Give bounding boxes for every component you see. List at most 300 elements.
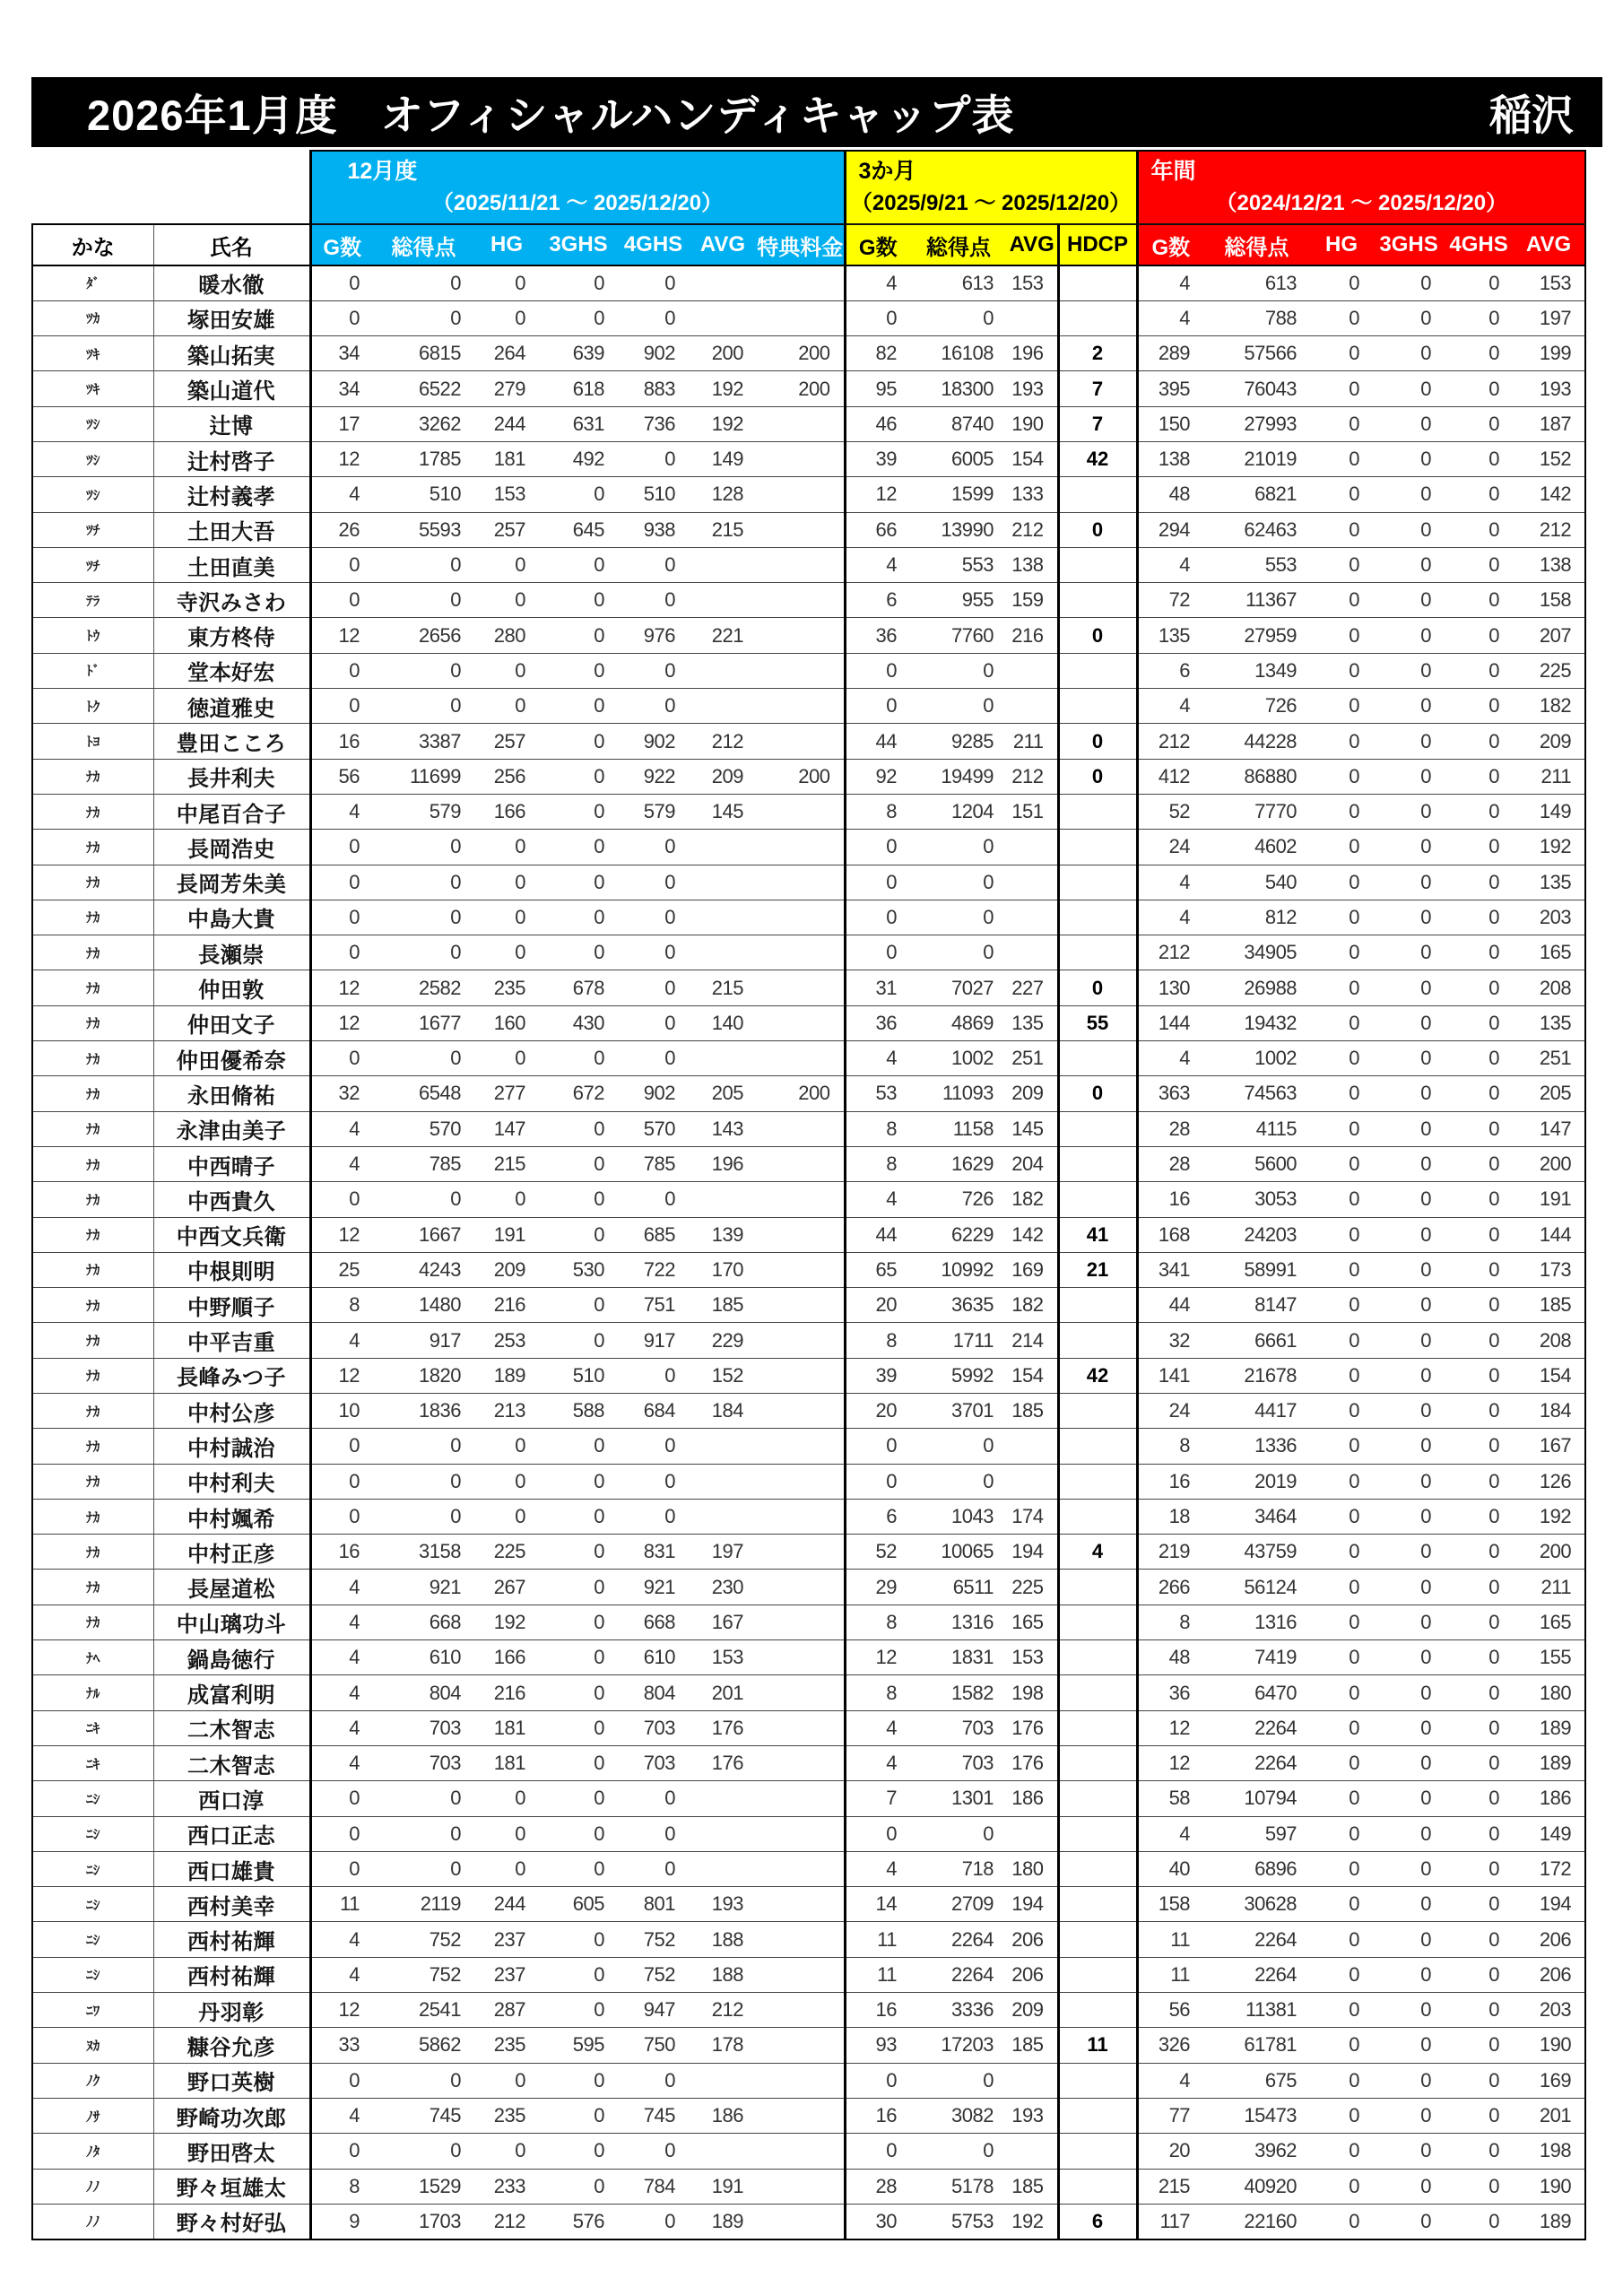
cell-dec-3ghs: 0	[539, 689, 618, 724]
cell-year-avg: 205	[1513, 1076, 1585, 1111]
cell-year-games: 40	[1137, 1851, 1203, 1886]
cell-year-hg: 0	[1310, 1851, 1373, 1886]
cell-year-4ghs: 0	[1445, 583, 1513, 618]
cell-dec-avg: 212	[689, 1993, 757, 2028]
cell-hdcp	[1058, 2169, 1137, 2204]
cell-dec-3ghs: 0	[539, 653, 618, 688]
table-row	[32, 1816, 1585, 1851]
cell-year-avg: 149	[1513, 1816, 1585, 1851]
cell-3mo-total: 1043	[910, 1499, 1007, 1534]
cell-year-3ghs: 0	[1373, 1288, 1445, 1323]
cell-dec-avg: 143	[689, 1111, 757, 1146]
cell-dec-fee: 200	[757, 759, 845, 794]
cell-hdcp: 42	[1058, 1358, 1137, 1393]
cell-dec-fee	[757, 970, 845, 1005]
cell-dec-avg: 209	[689, 759, 757, 794]
cell-dec-fee	[757, 1041, 845, 1076]
cell-3mo-total: 6229	[910, 1217, 1007, 1252]
cell-hdcp: 7	[1058, 406, 1137, 441]
cell-3mo-total: 1158	[910, 1111, 1007, 1146]
cell-year-4ghs: 0	[1445, 406, 1513, 441]
cell-year-3ghs: 0	[1373, 2169, 1445, 2204]
cell-3mo-games: 39	[845, 1358, 910, 1393]
cell-3mo-games: 30	[845, 2204, 910, 2239]
cell-dec-total: 6548	[373, 1076, 474, 1111]
cell-3mo-avg: 165	[1007, 1605, 1058, 1639]
cell-year-total: 86880	[1203, 759, 1310, 794]
cell-year-4ghs: 0	[1445, 1605, 1513, 1639]
cell-kana: ﾂｷ	[32, 336, 153, 371]
table-row	[32, 1957, 1585, 1992]
cell-3mo-total: 6005	[910, 441, 1007, 476]
cell-3mo-avg: 153	[1007, 265, 1058, 300]
cell-dec-3ghs: 0	[539, 300, 618, 335]
cell-year-4ghs: 0	[1445, 1922, 1513, 1957]
cell-3mo-avg: 182	[1007, 1182, 1058, 1217]
cell-dec-fee	[757, 1605, 845, 1639]
cell-name: 二木智志	[153, 1745, 310, 1780]
cell-hdcp: 7	[1058, 371, 1137, 406]
cell-dec-hg: 216	[474, 1675, 539, 1710]
cell-year-avg: 251	[1513, 1041, 1585, 1076]
cell-dec-3ghs: 510	[539, 1358, 618, 1393]
cell-3mo-avg	[1007, 653, 1058, 688]
cell-dec-games: 0	[310, 830, 373, 865]
cell-3mo-total: 7760	[910, 618, 1007, 653]
cell-hdcp	[1058, 689, 1137, 724]
cell-dec-total: 0	[373, 689, 474, 724]
cell-dec-fee	[757, 2063, 845, 2098]
cell-hdcp	[1058, 1993, 1137, 2028]
cell-dec-3ghs: 0	[539, 1745, 618, 1780]
cell-3mo-avg: 196	[1007, 336, 1058, 371]
cell-3mo-total: 0	[910, 865, 1007, 900]
cell-dec-hg: 244	[474, 1887, 539, 1922]
cell-dec-fee	[757, 1429, 845, 1464]
cell-year-3ghs: 0	[1373, 2098, 1445, 2133]
table-row	[32, 441, 1585, 476]
cell-3mo-games: 0	[845, 2134, 910, 2169]
cell-year-4ghs: 0	[1445, 1710, 1513, 1745]
cell-3mo-total: 0	[910, 1816, 1007, 1851]
cell-dec-fee	[757, 1464, 845, 1499]
cell-dec-3ghs: 0	[539, 794, 618, 829]
cell-dec-3ghs: 0	[539, 1993, 618, 2028]
cell-kana: ﾆｷ	[32, 1745, 153, 1780]
cell-year-games: 412	[1137, 759, 1203, 794]
cell-year-total: 74563	[1203, 1076, 1310, 1111]
cell-dec-3ghs: 0	[539, 1323, 618, 1358]
cell-year-4ghs: 0	[1445, 618, 1513, 653]
cell-3mo-games: 8	[845, 1605, 910, 1639]
cell-dec-3ghs: 0	[539, 1288, 618, 1323]
cell-kana: ﾅｶ	[32, 1605, 153, 1639]
cell-kana: ﾆｷ	[32, 1710, 153, 1745]
cell-3mo-games: 8	[845, 1675, 910, 1710]
cell-year-avg: 165	[1513, 1605, 1585, 1639]
cell-3mo-games: 0	[845, 1816, 910, 1851]
cell-3mo-total: 0	[910, 300, 1007, 335]
cell-name: 野々垣雄太	[153, 2169, 310, 2204]
cell-dec-hg: 279	[474, 371, 539, 406]
cell-dec-3ghs: 0	[539, 583, 618, 618]
cell-3mo-avg: 176	[1007, 1745, 1058, 1780]
cell-year-games: 28	[1137, 1111, 1203, 1146]
cell-year-total: 4417	[1203, 1394, 1310, 1429]
cell-dec-4ghs: 0	[618, 1182, 689, 1217]
cell-year-avg: 138	[1513, 547, 1585, 582]
cell-dec-games: 4	[310, 1675, 373, 1710]
cell-name: 長瀬崇	[153, 935, 310, 970]
cell-dec-3ghs: 0	[539, 1464, 618, 1499]
cell-year-3ghs: 0	[1373, 406, 1445, 441]
table-row	[32, 1781, 1585, 1816]
cell-hdcp	[1058, 1781, 1137, 1816]
cell-dec-4ghs: 579	[618, 794, 689, 829]
cell-dec-avg	[689, 900, 757, 935]
table-row	[32, 724, 1585, 759]
cell-3mo-games: 0	[845, 300, 910, 335]
cell-dec-total: 917	[373, 1323, 474, 1358]
cell-year-total: 3464	[1203, 1499, 1310, 1534]
cell-year-3ghs: 0	[1373, 1710, 1445, 1745]
cell-name: 徳道雅史	[153, 689, 310, 724]
cell-3mo-games: 8	[845, 1323, 910, 1358]
cell-dec-total: 2656	[373, 618, 474, 653]
cell-hdcp	[1058, 1887, 1137, 1922]
cell-hdcp: 2	[1058, 336, 1137, 371]
cell-dec-fee	[757, 1710, 845, 1745]
cell-dec-games: 4	[310, 1922, 373, 1957]
cell-dec-avg: 215	[689, 970, 757, 1005]
cell-3mo-total: 10992	[910, 1252, 1007, 1287]
cell-year-hg: 0	[1310, 583, 1373, 618]
cell-3mo-games: 6	[845, 583, 910, 618]
cell-dec-3ghs: 0	[539, 830, 618, 865]
cell-year-4ghs: 0	[1445, 1394, 1513, 1429]
cell-3mo-games: 11	[845, 1957, 910, 1992]
cell-year-total: 3962	[1203, 2134, 1310, 2169]
cell-3mo-games: 8	[845, 1111, 910, 1146]
cell-3mo-avg: 225	[1007, 1570, 1058, 1605]
cell-3mo-avg: 153	[1007, 1640, 1058, 1675]
dec-fee-header: 特典料金	[757, 224, 845, 265]
cell-year-avg: 187	[1513, 406, 1585, 441]
cell-year-total: 21019	[1203, 441, 1310, 476]
cell-dec-fee	[757, 265, 845, 300]
cell-year-games: 4	[1137, 2063, 1203, 2098]
cell-name: 豊田こころ	[153, 724, 310, 759]
cell-dec-3ghs: 576	[539, 2204, 618, 2239]
cell-dec-avg	[689, 935, 757, 970]
cell-year-avg: 153	[1513, 265, 1585, 300]
cell-dec-hg: 235	[474, 2098, 539, 2133]
cell-dec-games: 8	[310, 2169, 373, 2204]
cell-3mo-games: 29	[845, 1570, 910, 1605]
cell-kana: ﾅｶ	[32, 1535, 153, 1570]
cell-dec-avg: 140	[689, 1005, 757, 1040]
dec-4ghs-header: 4GHS	[618, 224, 689, 265]
cell-3mo-avg: 204	[1007, 1146, 1058, 1181]
cell-dec-hg: 287	[474, 1993, 539, 2028]
cell-year-3ghs: 0	[1373, 1041, 1445, 1076]
cell-dec-games: 4	[310, 1111, 373, 1146]
table-row	[32, 1288, 1585, 1323]
cell-year-avg: 152	[1513, 441, 1585, 476]
cell-year-avg: 211	[1513, 1570, 1585, 1605]
cell-name: 長屋道松	[153, 1570, 310, 1605]
cell-dec-total: 2541	[373, 1993, 474, 2028]
cell-year-4ghs: 0	[1445, 1957, 1513, 1992]
cell-name: 永津由美子	[153, 1111, 310, 1146]
cell-dec-4ghs: 0	[618, 935, 689, 970]
cell-dec-games: 9	[310, 2204, 373, 2239]
cell-name: 暖水徹	[153, 265, 310, 300]
cell-3mo-games: 36	[845, 1005, 910, 1040]
cell-dec-4ghs: 0	[618, 265, 689, 300]
cell-3mo-games: 4	[845, 265, 910, 300]
cell-year-hg: 0	[1310, 1887, 1373, 1922]
cell-dec-total: 0	[373, 2063, 474, 2098]
cell-dec-avg: 185	[689, 1288, 757, 1323]
cell-dec-avg	[689, 1816, 757, 1851]
dec-total-header: 総得点	[373, 224, 474, 265]
cell-year-hg: 0	[1310, 1394, 1373, 1429]
cell-dec-fee	[757, 653, 845, 688]
cell-kana: ﾂｷ	[32, 371, 153, 406]
cell-hdcp	[1058, 1041, 1137, 1076]
cell-dec-avg	[689, 1781, 757, 1816]
table-body	[32, 265, 1585, 2239]
cell-dec-games: 12	[310, 441, 373, 476]
table-row	[32, 2169, 1585, 2204]
cell-dec-fee	[757, 689, 845, 724]
cell-year-total: 57566	[1203, 336, 1310, 371]
cell-year-avg: 189	[1513, 1745, 1585, 1780]
cell-3mo-total: 726	[910, 1182, 1007, 1217]
group-december-inner	[312, 152, 844, 223]
cell-hdcp: 0	[1058, 724, 1137, 759]
cell-dec-hg: 191	[474, 1217, 539, 1252]
cell-year-hg: 0	[1310, 1429, 1373, 1464]
cell-dec-fee	[757, 477, 845, 512]
cell-dec-4ghs: 947	[618, 1993, 689, 2028]
cell-3mo-games: 12	[845, 1640, 910, 1675]
cell-kana: ﾆｼ	[32, 1851, 153, 1886]
cell-3mo-avg: 206	[1007, 1922, 1058, 1957]
cell-3mo-total: 1711	[910, 1323, 1007, 1358]
cell-year-4ghs: 0	[1445, 1993, 1513, 2028]
cell-year-3ghs: 0	[1373, 1535, 1445, 1570]
3mo-games-header: G数	[845, 224, 910, 265]
cell-dec-games: 4	[310, 794, 373, 829]
cell-3mo-avg	[1007, 1816, 1058, 1851]
cell-name: 西口雄貴	[153, 1851, 310, 1886]
cell-year-avg: 184	[1513, 1394, 1585, 1429]
cell-year-4ghs: 0	[1445, 1887, 1513, 1922]
cell-3mo-avg: 185	[1007, 2028, 1058, 2063]
cell-year-hg: 0	[1310, 1111, 1373, 1146]
cell-dec-4ghs: 0	[618, 441, 689, 476]
cell-dec-fee	[757, 724, 845, 759]
cell-name: 丹羽彰	[153, 1993, 310, 2028]
cell-year-total: 2264	[1203, 1922, 1310, 1957]
cell-dec-avg: 167	[689, 1605, 757, 1639]
cell-dec-4ghs: 0	[618, 865, 689, 900]
cell-year-3ghs: 0	[1373, 1111, 1445, 1146]
kana-column-header: かな	[32, 224, 153, 265]
cell-dec-4ghs: 0	[618, 1358, 689, 1393]
cell-3mo-avg: 186	[1007, 1781, 1058, 1816]
cell-kana: ﾅｶ	[32, 1323, 153, 1358]
cell-year-3ghs: 0	[1373, 441, 1445, 476]
cell-year-games: 58	[1137, 1781, 1203, 1816]
cell-dec-fee	[757, 794, 845, 829]
cell-dec-avg: 229	[689, 1323, 757, 1358]
cell-dec-games: 0	[310, 1041, 373, 1076]
cell-dec-4ghs: 0	[618, 2204, 689, 2239]
cell-3mo-avg: 135	[1007, 1005, 1058, 1040]
cell-dec-games: 0	[310, 265, 373, 300]
year-games-header: G数	[1137, 224, 1203, 265]
cell-year-3ghs: 0	[1373, 794, 1445, 829]
cell-dec-avg: 184	[689, 1394, 757, 1429]
cell-dec-avg	[689, 1429, 757, 1464]
cell-dec-games: 4	[310, 1640, 373, 1675]
cell-year-3ghs: 0	[1373, 900, 1445, 935]
cell-hdcp	[1058, 1394, 1137, 1429]
cell-dec-total: 745	[373, 2098, 474, 2133]
cell-dec-fee	[757, 865, 845, 900]
cell-3mo-games: 28	[845, 2169, 910, 2204]
cell-hdcp	[1058, 477, 1137, 512]
table-row	[32, 759, 1585, 794]
cell-year-games: 8	[1137, 1429, 1203, 1464]
cell-3mo-avg: 194	[1007, 1535, 1058, 1570]
cell-hdcp	[1058, 265, 1137, 300]
cell-year-hg: 0	[1310, 547, 1373, 582]
cell-year-total: 4115	[1203, 1111, 1310, 1146]
cell-dec-4ghs: 0	[618, 900, 689, 935]
cell-dec-hg: 237	[474, 1957, 539, 1992]
cell-year-4ghs: 0	[1445, 1076, 1513, 1111]
cell-name: 築山道代	[153, 371, 310, 406]
cell-year-4ghs: 0	[1445, 2028, 1513, 2063]
cell-year-4ghs: 0	[1445, 935, 1513, 970]
table-row	[32, 300, 1585, 335]
cell-dec-3ghs: 530	[539, 1252, 618, 1287]
cell-year-games: 52	[1137, 794, 1203, 829]
cell-dec-games: 4	[310, 2098, 373, 2133]
cell-dec-4ghs: 0	[618, 2134, 689, 2169]
cell-dec-total: 0	[373, 1464, 474, 1499]
cell-dec-4ghs: 736	[618, 406, 689, 441]
cell-3mo-games: 44	[845, 1217, 910, 1252]
cell-dec-4ghs: 976	[618, 618, 689, 653]
cell-year-total: 1316	[1203, 1605, 1310, 1639]
cell-year-4ghs: 0	[1445, 547, 1513, 582]
cell-dec-fee	[757, 2134, 845, 2169]
cell-year-hg: 0	[1310, 406, 1373, 441]
cell-3mo-total: 0	[910, 830, 1007, 865]
cell-year-total: 15473	[1203, 2098, 1310, 2133]
cell-dec-fee	[757, 583, 845, 618]
cell-year-hg: 0	[1310, 970, 1373, 1005]
cell-year-total: 6661	[1203, 1323, 1310, 1358]
cell-dec-4ghs: 722	[618, 1252, 689, 1287]
cell-year-hg: 0	[1310, 1745, 1373, 1780]
cell-dec-4ghs: 804	[618, 1675, 689, 1710]
cell-year-3ghs: 0	[1373, 2028, 1445, 2063]
cell-year-total: 597	[1203, 1816, 1310, 1851]
cell-3mo-avg: 193	[1007, 2098, 1058, 2133]
cell-3mo-games: 8	[845, 794, 910, 829]
cell-3mo-games: 12	[845, 477, 910, 512]
cell-dec-games: 4	[310, 1323, 373, 1358]
cell-dec-avg: 192	[689, 406, 757, 441]
cell-dec-games: 11	[310, 1887, 373, 1922]
cell-name: 中根則明	[153, 1252, 310, 1287]
cell-year-games: 144	[1137, 1005, 1203, 1040]
cell-dec-fee	[757, 1146, 845, 1181]
cell-dec-hg: 0	[474, 1041, 539, 1076]
cell-year-3ghs: 0	[1373, 1499, 1445, 1534]
cell-dec-4ghs: 510	[618, 477, 689, 512]
cell-dec-games: 0	[310, 1182, 373, 1217]
cell-dec-total: 3262	[373, 406, 474, 441]
3mo-total-header: 総得点	[910, 224, 1007, 265]
cell-year-avg: 192	[1513, 1499, 1585, 1534]
cell-dec-total: 6522	[373, 371, 474, 406]
cell-dec-3ghs: 0	[539, 1922, 618, 1957]
cell-year-hg: 0	[1310, 1464, 1373, 1499]
cell-dec-total: 5862	[373, 2028, 474, 2063]
cell-3mo-games: 82	[845, 336, 910, 371]
cell-year-avg: 206	[1513, 1922, 1585, 1957]
cell-kana: ﾅｶ	[32, 1288, 153, 1323]
cell-dec-hg: 166	[474, 794, 539, 829]
cell-3mo-avg: 154	[1007, 441, 1058, 476]
cell-dec-fee	[757, 618, 845, 653]
cell-dec-hg: 0	[474, 265, 539, 300]
cell-dec-total: 0	[373, 1816, 474, 1851]
cell-year-3ghs: 0	[1373, 1146, 1445, 1181]
cell-name: 長岡芳朱美	[153, 865, 310, 900]
cell-year-3ghs: 0	[1373, 1570, 1445, 1605]
cell-year-hg: 0	[1310, 1182, 1373, 1217]
cell-name: 辻村啓子	[153, 441, 310, 476]
cell-year-total: 812	[1203, 900, 1310, 935]
cell-year-hg: 0	[1310, 1535, 1373, 1570]
cell-year-3ghs: 0	[1373, 1323, 1445, 1358]
cell-name: 永田脩祐	[153, 1076, 310, 1111]
cell-year-avg: 189	[1513, 2204, 1585, 2239]
cell-dec-4ghs: 684	[618, 1394, 689, 1429]
cell-dec-hg: 277	[474, 1076, 539, 1111]
cell-year-4ghs: 0	[1445, 1745, 1513, 1780]
table-row	[32, 2098, 1585, 2133]
cell-3mo-total: 613	[910, 265, 1007, 300]
cell-year-games: 11	[1137, 1922, 1203, 1957]
cell-3mo-avg: 133	[1007, 477, 1058, 512]
cell-year-4ghs: 0	[1445, 1252, 1513, 1287]
cell-3mo-avg: 206	[1007, 1957, 1058, 1992]
table-row	[32, 653, 1585, 688]
cell-year-hg: 0	[1310, 1041, 1373, 1076]
cell-hdcp	[1058, 653, 1137, 688]
cell-year-hg: 0	[1310, 371, 1373, 406]
cell-dec-fee	[757, 1182, 845, 1217]
